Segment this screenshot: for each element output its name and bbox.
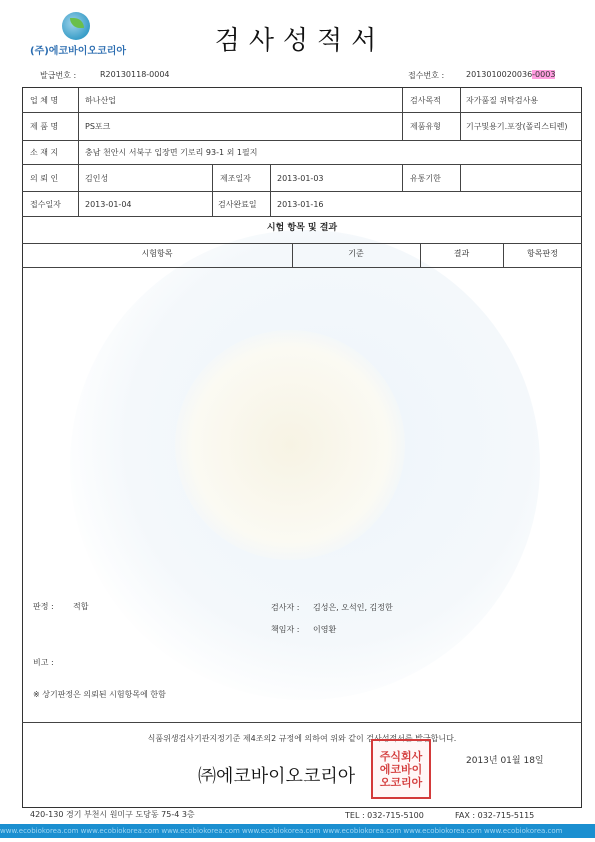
col-line-5 <box>270 164 271 216</box>
col-line-1 <box>78 88 79 216</box>
receipt-number-label: 접수번호 : <box>408 71 445 80</box>
footer-fax: FAX : 032-715-5115 <box>455 811 535 820</box>
purpose-value: 자가품질 위탁검사용 <box>466 95 539 105</box>
issuer-company: ㈜에코바이오코리아 <box>198 766 356 787</box>
col-line-6 <box>402 164 403 191</box>
statement-divider <box>22 722 582 723</box>
issue-number: R20130118-0004 <box>100 70 170 79</box>
company-name-small: (주)에코바이오코리아 <box>30 46 127 57</box>
receipt-number-main: 2013010020036 <box>466 70 533 79</box>
company-seal-stamp <box>371 739 431 799</box>
row-divider-7 <box>22 267 582 268</box>
expiry-label: 유통기한 <box>410 173 441 183</box>
col-header-result: 결과 <box>453 249 470 258</box>
manager-value: 이영환 <box>313 625 337 634</box>
row-divider-6 <box>22 243 582 244</box>
expiry-value <box>466 165 576 191</box>
completed-label: 검사완료일 <box>218 199 257 209</box>
issue-number-label: 발급번호 : <box>40 71 77 80</box>
col-header-standard: 기준 <box>348 249 364 258</box>
footer-address: 420-130 경기 부천시 원미구 도당동 75-4 3층 <box>30 810 195 819</box>
product-label: 제 품 명 <box>30 122 59 131</box>
judgment-label: 판정 : <box>33 602 54 611</box>
inspector-label: 검사자 : <box>271 603 300 612</box>
purpose-label: 검사목적 <box>410 95 441 105</box>
inspector-value: 김성은, 오석인, 김정한 <box>313 603 393 612</box>
remarks-label: 비고 : <box>33 658 54 667</box>
company-label: 업 체 명 <box>30 95 59 105</box>
type-value: 기구및용기.포장(폴리스티렌) <box>466 121 568 131</box>
completed-value: 2013-01-16 <box>277 199 324 209</box>
results-section-title: 시험 항목 및 결과 <box>266 223 338 233</box>
received-label: 접수일자 <box>30 199 61 209</box>
client-value: 김인성 <box>85 173 109 183</box>
client-label: 의 뢰 인 <box>30 173 59 183</box>
issue-statement: 식품위생검사기관지정기준 제4조의2 규정에 의하여 위와 같이 검사성적서를 발급합니다. <box>147 734 457 743</box>
col-line-4 <box>212 164 213 216</box>
row-divider-5 <box>22 216 582 217</box>
website-band: www.ecobiokorea.com www.ecobiokorea.com www.ecobiokorea.com www.ecobiokorea.com www.ecobiokorea.com www.ecobiokorea.com www.ecobiokorea.com <box>0 824 595 838</box>
company-value: 하나산업 <box>85 95 116 105</box>
seal-text: 주식회사에코바이오코리아 <box>379 749 423 789</box>
footnote: ※ 상기판정은 의뢰된 시험항목에 한함 <box>33 690 166 699</box>
receipt-number <box>466 70 555 79</box>
manager-label: 책임자 : <box>271 625 300 634</box>
issue-date: 2013년 01월 18일 <box>466 756 544 766</box>
document-title: 검사성적서 <box>214 26 386 56</box>
judgment-value: 적합 <box>73 602 89 611</box>
received-value: 2013-01-04 <box>85 199 132 209</box>
col-line-2 <box>402 88 403 140</box>
address-label: 소 재 지 <box>30 148 59 157</box>
address-value: 충남 천안시 서북구 입장면 기로리 93-1 외 1필지 <box>85 148 258 157</box>
col-line-3 <box>460 88 461 140</box>
mfg-date-value: 2013-01-03 <box>277 173 324 183</box>
product-value: PS포크 <box>85 122 111 131</box>
receipt-number-suffix: -0003 <box>532 70 556 79</box>
footer-tel: TEL : 032-715-5100 <box>345 811 424 820</box>
col-header-judgment: 항목판정 <box>527 249 558 258</box>
mfg-date-label: 제조일자 <box>220 173 251 183</box>
col-header-test-item: 시험항목 <box>141 249 173 258</box>
type-label: 제품유형 <box>410 122 441 131</box>
col-line-7 <box>460 164 461 191</box>
